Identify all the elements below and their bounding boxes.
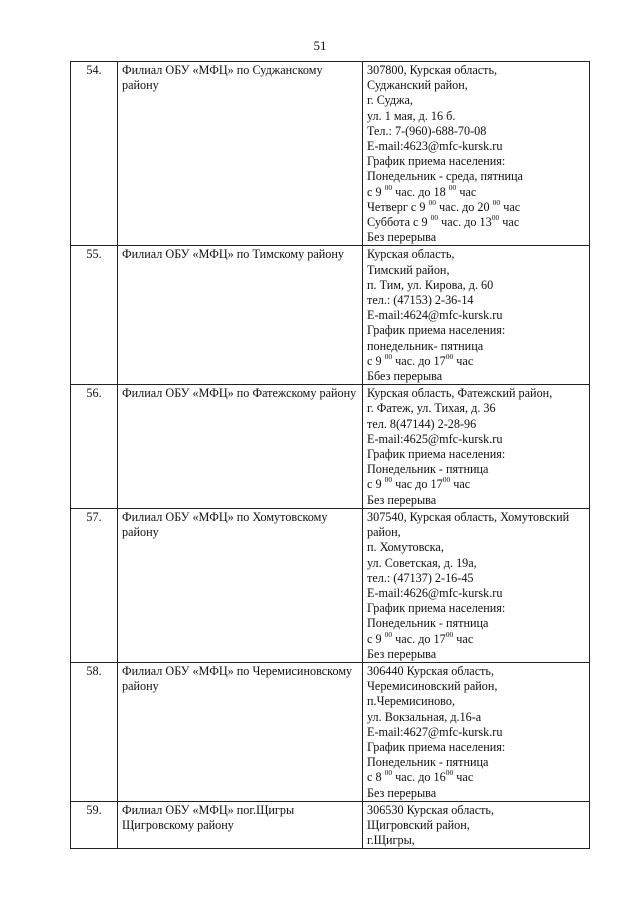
info-line (367, 556, 585, 571)
office-name: Филиал ОБУ «МФЦ» по Черемисиновскому району (118, 662, 363, 801)
info-line (367, 351, 585, 369)
info-line (367, 278, 585, 293)
info-line (367, 197, 585, 215)
info-text: Черемисиновский район, (367, 679, 498, 694)
info-line (367, 401, 585, 416)
info-line (367, 616, 585, 631)
info-text: час до 17 (392, 477, 443, 492)
info-text: Курская область, Фатежский район, (367, 386, 553, 401)
info-line (367, 740, 585, 755)
info-text: с 9 (367, 353, 385, 368)
info-text: г. Суджа, (367, 93, 413, 108)
time-minutes-superscript: 00 (448, 182, 457, 192)
time-minutes-superscript: 00 (384, 351, 393, 361)
info-line (367, 109, 585, 124)
info-line (367, 182, 585, 200)
info-text: Без перерыва (367, 785, 437, 800)
info-line (367, 293, 585, 308)
table-row (71, 801, 590, 849)
info-text: с 9 (367, 631, 385, 646)
info-text: час. до 18 (392, 184, 449, 199)
table-row (71, 246, 590, 385)
info-line (367, 786, 585, 801)
office-name: Филиал ОБУ «МФЦ» по Тимскому району (118, 246, 363, 385)
time-minutes-superscript: 00 (430, 213, 439, 223)
time-minutes-superscript: 00 (492, 197, 501, 207)
info-line (367, 78, 585, 93)
time-minutes-superscript: 00 (384, 629, 393, 639)
time-minutes-superscript: 00 (384, 768, 393, 778)
info-text: Щигровский район, (367, 817, 470, 832)
info-text: Четверг с 9 (367, 199, 429, 214)
info-text: час (499, 215, 520, 230)
offices-table (70, 61, 590, 849)
info-line (367, 93, 585, 108)
info-text: Тел.: 7-(960)-688-70-08 (367, 123, 487, 138)
info-text: тел.: (47137) 2-16-45 (367, 570, 474, 585)
info-line (367, 215, 585, 230)
info-line (367, 493, 585, 508)
info-text: Тимский район, (367, 262, 450, 277)
info-line (367, 124, 585, 139)
info-text: час (453, 631, 474, 646)
info-text: Курская область, (367, 247, 455, 262)
office-name: Филиал ОБУ «МФЦ» по Хомутовскому району (118, 508, 363, 662)
info-line (367, 323, 585, 338)
time-minutes-superscript: 00 (491, 213, 500, 223)
row-number: 59. (71, 801, 118, 849)
info-text: 307540, Курская область, Хомутовский (367, 509, 570, 524)
office-name: Филиал ОБУ «МФЦ» пог.Щигры Щигровскому району (118, 801, 363, 849)
info-text: ул. Советская, д. 19а, (367, 555, 477, 570)
info-line (367, 63, 585, 78)
info-text: График приема населения: (367, 447, 506, 462)
info-text: 307800, Курская область, (367, 63, 498, 77)
info-line (367, 339, 585, 354)
row-number: 55. (71, 246, 118, 385)
info-line (367, 417, 585, 432)
info-line (367, 601, 585, 616)
info-line (367, 647, 585, 662)
info-text: График приема населения: (367, 154, 506, 169)
info-text: E-mail:4625@mfc-kursk.ru (367, 431, 503, 446)
info-line (367, 169, 585, 184)
info-line (367, 664, 585, 679)
info-text: понедельник- пятница (367, 338, 484, 353)
info-text: час. до 17 (392, 631, 446, 646)
info-line (367, 139, 585, 154)
info-text: час (456, 184, 477, 199)
info-text: Без перерыва (367, 492, 437, 507)
info-line (367, 462, 585, 477)
info-text: Ббез перерыва (367, 369, 443, 384)
info-text: район, (367, 525, 401, 540)
info-text: г. Фатеж, ул. Тихая, д. 36 (367, 401, 496, 416)
time-minutes-superscript: 00 (445, 351, 454, 361)
info-line (367, 833, 585, 848)
row-number: 56. (71, 385, 118, 509)
time-minutes-superscript: 00 (445, 768, 454, 778)
info-text: E-mail:4627@mfc-kursk.ru (367, 724, 503, 739)
page-number: 51 (313, 38, 327, 53)
info-text: с 9 (367, 184, 385, 199)
row-number: 54. (71, 62, 118, 246)
office-contact-info (363, 662, 590, 801)
info-text: E-mail:4626@mfc-kursk.ru (367, 585, 503, 600)
info-text: Понедельник - пятница (367, 616, 489, 631)
table-row (71, 62, 590, 246)
info-text: График приема населения: (367, 739, 506, 754)
row-number: 58. (71, 662, 118, 801)
info-line (367, 540, 585, 555)
info-text: E-mail:4623@mfc-kursk.ru (367, 139, 503, 154)
info-line (367, 629, 585, 647)
info-text: Понедельник - пятница (367, 462, 489, 477)
info-text: час (500, 199, 521, 214)
info-line (367, 586, 585, 601)
info-line (367, 818, 585, 833)
table-body (71, 62, 590, 849)
row-number: 57. (71, 508, 118, 662)
info-text: п. Тим, ул. Кирова, д. 60 (367, 277, 494, 292)
info-text: час. до 16 (392, 770, 446, 785)
info-text: График приема населения: (367, 323, 506, 338)
info-text: п.Черемисиново, (367, 694, 455, 709)
info-text: Понедельник - среда, пятница (367, 169, 523, 184)
table-row (71, 508, 590, 662)
info-text: Суббота с 9 (367, 215, 431, 230)
time-minutes-superscript: 00 (428, 197, 436, 207)
info-line (367, 803, 585, 818)
info-text: Без перерыва (367, 646, 437, 661)
time-minutes-superscript: 00 (384, 182, 393, 192)
office-contact-info (363, 246, 590, 385)
info-text: График приема населения: (367, 601, 506, 616)
info-text: тел.: (47153) 2-36-14 (367, 293, 474, 308)
info-text: Понедельник - пятница (367, 755, 489, 770)
info-text: с 8 (367, 770, 385, 785)
info-text: час (453, 770, 474, 785)
info-text: час (450, 477, 471, 492)
info-text: Без перерыва (367, 230, 437, 245)
info-line (367, 679, 585, 694)
info-line (367, 477, 585, 492)
info-line (367, 230, 585, 245)
info-text: 306440 Курская область, (367, 663, 495, 678)
info-text: тел. 8(47144) 2-28-96 (367, 416, 477, 431)
info-text: Суджанский район, (367, 78, 468, 93)
office-contact-info (363, 385, 590, 509)
info-text: час. до 17 (392, 353, 446, 368)
info-text: E-mail:4624@mfc-kursk.ru (367, 308, 503, 323)
time-minutes-superscript: 00 (384, 475, 393, 485)
info-line (367, 571, 585, 586)
info-line (367, 755, 585, 770)
office-name: Филиал ОБУ «МФЦ» по Суджанскому району (118, 62, 363, 246)
info-text: ул. 1 мая, д. 16 б. (367, 108, 456, 123)
info-line (367, 510, 585, 525)
table-row (71, 385, 590, 509)
time-minutes-superscript: 00 (445, 629, 454, 639)
info-text: ул. Вокзальная, д.16-а (367, 709, 482, 724)
time-minutes-superscript: 00 (442, 475, 451, 485)
office-contact-info (363, 801, 590, 849)
office-contact-info (363, 508, 590, 662)
info-text: 306530 Курская область, (367, 802, 495, 817)
info-line (367, 247, 585, 262)
info-line (367, 369, 585, 384)
table-row (71, 662, 590, 801)
info-text: п. Хомутовска, (367, 540, 444, 555)
info-line (367, 447, 585, 462)
info-line (367, 154, 585, 169)
info-line (367, 386, 585, 401)
info-line (367, 710, 585, 725)
info-text: час (453, 353, 474, 368)
info-text: час. до 20 (436, 199, 493, 214)
info-text: с 9 (367, 477, 385, 492)
info-line (367, 694, 585, 709)
info-line (367, 725, 585, 740)
info-line (367, 308, 585, 323)
info-line (367, 525, 585, 540)
office-name: Филиал ОБУ «МФЦ» по Фатежскому району (118, 385, 363, 509)
info-line (367, 263, 585, 278)
info-line (367, 770, 585, 785)
info-text: г.Щигры, (367, 833, 415, 848)
info-text: час. до 13 (438, 215, 492, 230)
office-contact-info (363, 62, 590, 246)
info-line (367, 432, 585, 447)
